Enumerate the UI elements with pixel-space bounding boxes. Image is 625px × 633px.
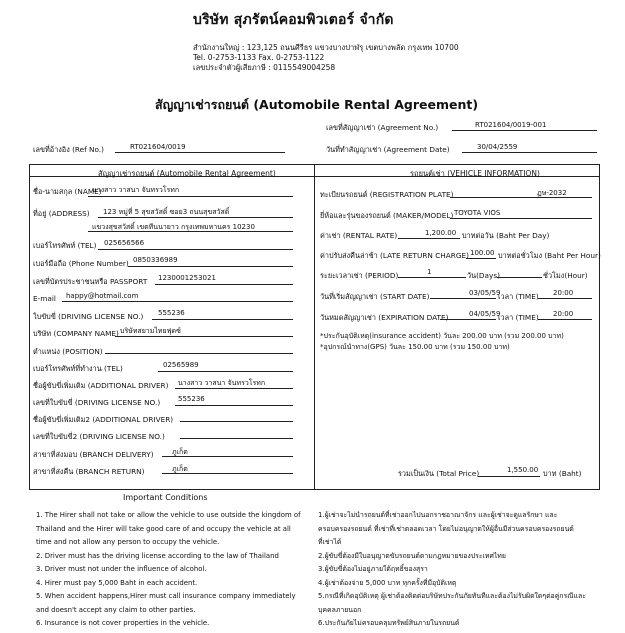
company-address: สำนักงานใหญ่ : 123,125 ถนนศีรีธร แขวงบางปาฬรุ เขตบางพลัด กรุงเทพ 10700: [193, 43, 459, 52]
total-price-unit: บาท (Baht): [543, 469, 582, 478]
condition-th-line: 6.ประกันภัยไม่ครอบคลุมทรัพย์สินภายในรถยนต์: [318, 619, 460, 627]
license-value: 555236: [158, 309, 185, 317]
work-tel-value: 02565989: [163, 361, 199, 369]
condition-en-line: 6. Insurance is not cover properties in the vehicle.: [36, 619, 210, 627]
additional-driver-value: นางสาว วาสนา จันทรวโรทก: [178, 379, 266, 387]
expiration-date-label: วันหมดสัญญาเช่า (EXPIRATION DATE): [320, 313, 449, 322]
condition-en-line: 5. When accident happens,Hirer must call insurance company immediately: [36, 592, 296, 600]
license3-label: เลขที่ใบขับขี่2 (DRIVING LICENSE NO.): [33, 432, 165, 441]
model-label: ยี่ห้อและรุ่นของรถยนต์ (MAKER/MODEL): [320, 211, 454, 220]
agreement-no-label: เลขที่สัญญาเช่า (Agreement No.): [326, 123, 439, 132]
expiration-date-value: 04/05/59: [469, 310, 501, 318]
additional-driver-label: ชื่อผู้ขับขี่เพิ่มเติม (ADDITIONAL DRIVER): [33, 381, 169, 390]
condition-en-line: and doesn't accept any claim to other parties.: [36, 605, 196, 614]
branch-return-value: ภูเก็ต: [172, 465, 188, 473]
conditions-title: Important Conditions: [123, 493, 208, 502]
tel-label: เบอร์โทรศัพท์ (TEL): [33, 241, 97, 250]
id-value: 1230001253021: [158, 274, 216, 282]
branch-delivery-value: ภูเก็ต: [172, 448, 188, 456]
late-charge-value: 100.00: [470, 249, 495, 257]
plate-value: ฏษ-2032: [537, 189, 567, 197]
agreement-no-value: RT021604/0019-001: [475, 121, 547, 129]
name-value: นางสาว วาสนา จันทรวโรทก: [92, 186, 180, 194]
rental-rate-unit: บาทต่อวัน (Baht Per Day): [462, 231, 550, 240]
condition-th-line: ที่เช่าได้: [318, 538, 342, 546]
mobile-label: เบอร์มือถือ (Phone Number): [33, 259, 129, 268]
expiration-time-label: เวลา (TIME): [498, 313, 539, 322]
late-charge-label: ค่าปรับส่งคืนล่าช้า (LATE RETURN CHARGE): [320, 251, 469, 260]
additional-driver2-label: ชื่อผู้ขับขี่เพิ่มเติม2 (ADDITIONAL DRIVER): [33, 415, 174, 424]
condition-th-line: 1.ผู้เช่าจะไม่นำรถยนต์ที่เช่าออกไปนอกราชอาณาจักร และผู้เช่าจะดูแลรักษา และ: [318, 511, 558, 519]
vehicle-section-title: รถยนต์เช่า (VEHICLE INFORMATION): [410, 169, 540, 178]
start-date-value: 03/05/59: [469, 289, 501, 297]
renter-section-title: สัญญาเช่ารถยนต์ (Automobile Rental Agreement): [98, 169, 276, 178]
id-label: เลขที่บัตรประชาชนหรือ PASSPORT: [33, 277, 148, 286]
condition-th-line: 5.กรณีที่เกิดอุบัติเหตุ ผู้เช่าต้องติดต่อบริษัทประกันภัยทันทีและต้องไม่รับผิดใดๆต่อคู่กรณีและ: [318, 592, 586, 600]
plate-label: ทะเบียนรถยนต์ (REGISTRATION PLATE): [320, 190, 454, 199]
condition-en-line: 2. Driver must has the driving license according to the law of Thailand: [36, 551, 279, 560]
agreement-date-value: 30/04/2559: [477, 143, 518, 151]
rental-rate-label: ค่าเช่า (RENTAL RATE): [320, 231, 398, 240]
company-phone: Tel. 0-2753-1133 Fax. 0-2753-1122: [193, 53, 325, 62]
start-time-value: 20:00: [553, 289, 574, 297]
mobile-value: 0850336989: [133, 256, 178, 264]
expiration-time-value: 20:00: [553, 310, 574, 318]
address-line1: 123 หมู่ที่ 5 สุขสวัสดิ์ ซอย3 ถนนสุขสวัสดิ์: [103, 208, 230, 216]
condition-en-line: Thailand and the Hirer will take good care of and occupy the vehicle at all: [36, 524, 291, 533]
gps-note: *อุปกรณ์นำทาง(GPS) วันละ 150.00 บาท (รวม 150.00 บาท): [320, 343, 510, 351]
late-charge-unit: บาทต่อชั่วโมง (Baht Per Hour): [498, 251, 601, 260]
company-label: บริษัท (COMPANY NAME): [33, 329, 119, 338]
insurance-note: *ประกันอุบัติเหตุ(insurance accident) วันละ 200.00 บาท (รวม 200.00 บาท): [320, 332, 564, 340]
ref-no-value: RT021604/0019: [130, 143, 186, 151]
address-line2: แขวงสุขสวัสดิ์ เขตทีนนายาว กรุงเทพมหานคร 10230: [92, 223, 255, 231]
agreement-date-label: วันที่ทำสัญญาเช่า (Agreement Date): [326, 145, 450, 154]
period-days-unit: วัน(Days): [467, 271, 500, 280]
total-price-value: 1,550.00: [507, 466, 539, 474]
start-time-label: เวลา (TIME): [498, 292, 539, 301]
license-label: ใบขับขี่ (DRIVING LICENSE NO.): [33, 312, 144, 321]
address-label: ที่อยู่ (ADDRESS): [33, 209, 90, 218]
tel-value: 025656566: [104, 239, 145, 247]
start-date-label: วันที่เริ่มสัญญาเช่า (START DATE): [320, 292, 430, 301]
total-price-label: รวมเป็นเงิน (Total Price): [398, 469, 480, 478]
name-label: ชื่อ-นามสกุล (NAME): [33, 187, 102, 196]
branch-return-label: สาขาที่ส่งคืน (BRANCH RETURN): [33, 467, 145, 476]
condition-en-line: 4. Hirer must pay 5,000 Baht in each accident.: [36, 578, 198, 587]
period-label: ระยะเวลาเช่า (PERIOD): [320, 271, 399, 280]
period-value: 1: [427, 268, 432, 276]
position-label: ตำแหน่ง (POSITION): [33, 347, 103, 356]
condition-th-line: 2.ผู้ขับขี่ต้องมีใบอนุญาตขับรถยนต์ตามกฎหมายของประเทศไทย: [318, 551, 506, 560]
period-hours-unit: ชั่วโมง(Hour): [543, 271, 588, 280]
license2-value: 555236: [178, 395, 205, 403]
branch-delivery-label: สาขาที่ส่งมอบ (BRANCH DELIVERY): [33, 450, 154, 459]
model-value: TOYOTA VIOS: [454, 209, 501, 217]
condition-th-line: ครอบครองรถยนต์ ที่เช่าที่เช่าตลอดเวลา โดยไม่อนุญาตให้ผู้อื่นมีส่วนครอบครองรถยนต์: [318, 524, 574, 533]
work-tel-label: เบอร์โทรศัพท์ที่ทำงาน (TEL): [33, 364, 123, 373]
rental-rate-value: 1,200.00: [425, 229, 457, 237]
condition-th-line: 3.ผู้ขับขี่ต้องไม่อยู่ภายใต้ฤทธิ์ของสุรา: [318, 565, 428, 573]
condition-en-line: 1. The Hirer shall not take or allow the vehicle to use outside the kingdom of: [36, 511, 301, 519]
license2-label: เลขที่ใบขับขี่ (DRIVING LICENSE NO.): [33, 398, 161, 407]
condition-th-line: 4.ผู้เช่าต้องจ่าย 5,000 บาท ทุกครั้งที่มีอุบัติเหตุ: [318, 578, 457, 587]
email-value: happy@hotmail.com: [66, 292, 139, 300]
condition-en-line: time and not allow any person to occupy the vehicle.: [36, 538, 220, 546]
condition-th-line: บุคคลภายนอก: [318, 605, 362, 614]
email-label: E-mail: [33, 294, 56, 303]
company-value: บริษัทสยามไทยฟุดซ์: [120, 327, 181, 335]
company-tax-id: เลขประจำตัวผู้เสียภาษี : 0115549004258: [193, 63, 336, 72]
ref-no-label: เลขที่อ้างอิง (Ref No.): [33, 145, 104, 154]
company-name: บริษัท สุภรัตน์คอมพิวเตอร์ จำกัด: [193, 12, 394, 28]
document-title: สัญญาเช่ารถยนต์ (Automobile Rental Agreement): [155, 97, 479, 112]
condition-en-line: 3. Driver must not under the influence of alcohol.: [36, 565, 207, 573]
